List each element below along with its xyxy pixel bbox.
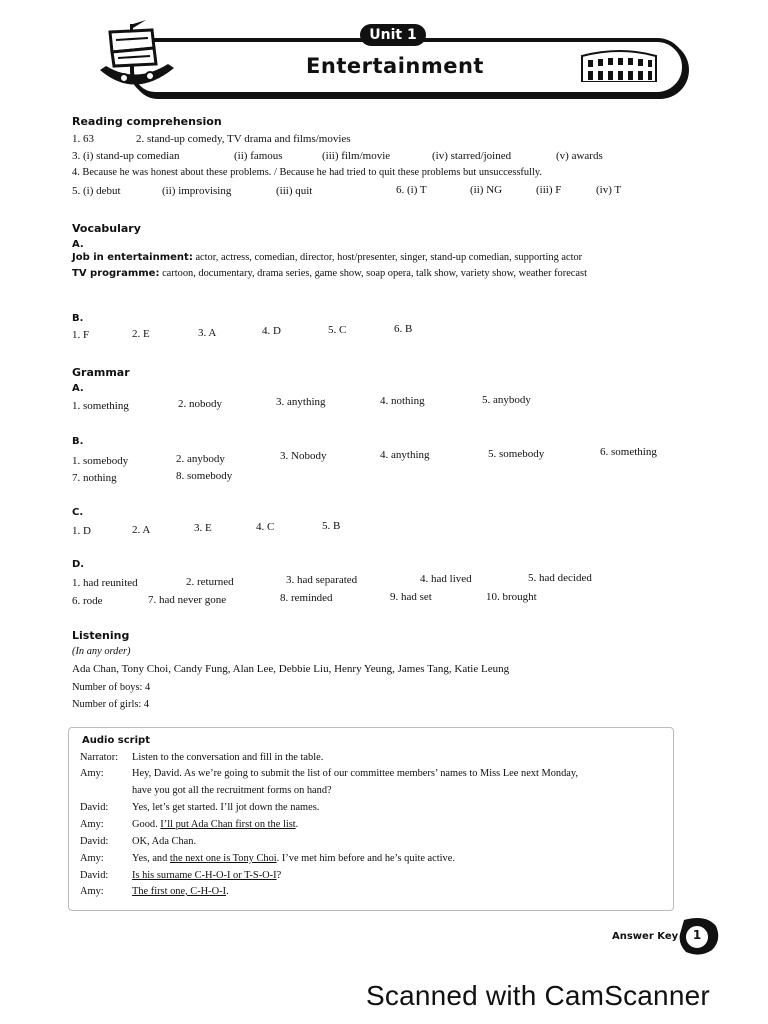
dialogue-text: .	[226, 886, 229, 897]
answer-key-label: Answer Key	[612, 931, 679, 942]
grammar-c-item: 5. B	[322, 520, 341, 532]
reading-line-3e: (v) awards	[556, 150, 603, 162]
grammar-b-item: 8. somebody	[176, 470, 233, 482]
reading-line-6c: (iii) F	[536, 184, 562, 196]
grammar-b-label: B.	[72, 436, 84, 447]
grammar-b-item: 1. somebody	[72, 455, 129, 467]
vocabulary-tv-line	[72, 268, 587, 279]
audio-script-line	[80, 836, 196, 847]
grammar-b-item: 2. anybody	[176, 453, 225, 465]
reading-line-3a: 3. (i) stand-up comedian	[72, 150, 180, 162]
dialogue-text: Good.	[132, 819, 161, 830]
unit-banner	[90, 18, 690, 100]
reading-line-5a: 5. (i) debut	[72, 185, 121, 197]
reading-line-6a: 6. (i) T	[396, 184, 427, 196]
grammar-c-label: C.	[72, 507, 84, 518]
grammar-a-label: A.	[72, 383, 84, 394]
dialogue-text: OK, Ada Chan.	[132, 836, 197, 847]
audio-script-heading: Audio script	[82, 735, 150, 746]
dialogue-text: have you got all the recruitment forms on hand?	[132, 785, 332, 796]
audio-script-line	[80, 752, 323, 763]
vocab-b-item: 6. B	[394, 323, 413, 335]
listening-names: Ada Chan, Tony Choi, Candy Fung, Alan Lee, Debbie Liu, Henry Yeung, James Tang, Katie Leung	[72, 663, 510, 675]
vocab-b-item: 1. F	[72, 329, 90, 341]
speaker-label: Amy:	[80, 886, 104, 897]
listening-note: (In any order)	[72, 646, 131, 657]
audio-script-line	[80, 785, 332, 796]
grammar-d-item: 5. had decided	[528, 572, 592, 584]
grammar-d-item: 4. had lived	[420, 573, 472, 585]
reading-heading: Reading comprehension	[72, 115, 222, 128]
job-label: Job in entertainment:	[72, 252, 193, 263]
reading-line-6d: (iv) T	[596, 184, 622, 196]
speaker-label: David:	[80, 802, 109, 813]
speaker-label: Amy:	[80, 768, 104, 779]
colosseum-icon	[580, 48, 658, 82]
grammar-d-item: 7. had never gone	[148, 594, 227, 606]
tv-label: TV programme:	[72, 268, 160, 279]
listening-heading: Listening	[72, 629, 130, 642]
vocabulary-heading: Vocabulary	[72, 222, 141, 235]
dialogue-text: the next one is Tony Choi	[169, 853, 277, 864]
vocabulary-b-label: B.	[72, 313, 84, 324]
grammar-d-item: 8. reminded	[280, 592, 333, 604]
audio-script-line	[80, 819, 298, 830]
grammar-b-item: 6. something	[600, 446, 657, 458]
reading-line-1a: 1. 63	[72, 133, 94, 145]
audio-script-line	[80, 802, 319, 813]
camscanner-watermark: Scanned with CamScanner	[366, 980, 710, 1011]
vocab-b-item: 3. A	[198, 327, 217, 339]
audio-script-line	[80, 886, 229, 897]
grammar-a-item: 4. nothing	[380, 395, 425, 407]
grammar-heading: Grammar	[72, 366, 130, 379]
dialogue-text: Yes, and	[132, 853, 170, 864]
vocab-b-item: 5. C	[328, 324, 347, 336]
listening-boys: Number of boys: 4	[72, 682, 151, 693]
grammar-a-item: 1. something	[72, 400, 129, 412]
vocabulary-a-label: A.	[72, 239, 84, 250]
reading-line-3d: (iv) starred/joined	[432, 150, 512, 162]
reading-line-5c: (iii) quit	[276, 185, 313, 197]
speaker-label: Amy:	[80, 853, 104, 864]
audio-script-line	[80, 853, 455, 864]
unit-badge: Unit 1	[360, 24, 426, 46]
grammar-a-item: 5. anybody	[482, 394, 531, 406]
grammar-d-item: 10. brought	[486, 591, 537, 603]
grammar-c-item: 1. D	[72, 525, 91, 537]
reading-line-1b: 2. stand-up comedy, TV drama and films/movies	[136, 133, 351, 145]
listening-girls: Number of girls: 4	[72, 699, 150, 710]
page-number: 1	[692, 928, 702, 942]
grammar-c-item: 2. A	[132, 524, 151, 536]
page-title: Entertainment	[306, 54, 484, 78]
grammar-b-item: 7. nothing	[72, 472, 117, 484]
job-text: actor, actress, comedian, director, host/presenter, singer, stand-up comedian, supporting actor	[192, 252, 583, 263]
grammar-d-item: 1. had reunited	[72, 577, 138, 589]
dialogue-text: . I’ve met him before and he’s quite active.	[276, 853, 455, 864]
speaker-label: David:	[80, 836, 109, 847]
dialogue-text: Listen to the conversation and fill in the table.	[132, 752, 324, 763]
vocab-b-item: 2. E	[132, 328, 150, 340]
grammar-c-item: 3. E	[194, 522, 212, 534]
dialogue-text: Yes, let’s get started. I’ll jot down the names.	[132, 802, 320, 813]
vocab-b-item: 4. D	[262, 325, 281, 337]
dialogue-text: The first one, C-H-O-I	[132, 886, 227, 897]
speaker-label: Narrator:	[80, 752, 119, 763]
grammar-b-item: 4. anything	[380, 449, 430, 461]
grammar-d-item: 6. rode	[72, 595, 103, 607]
grammar-d-item: 3. had separated	[286, 574, 358, 586]
audio-script-line	[80, 768, 578, 779]
speaker-label: Amy:	[80, 819, 104, 830]
grammar-d-label: D.	[72, 559, 85, 570]
dialogue-text: Hey, David. As we’re going to submit the list of our committee members’ names to Miss Lee next Monday,	[132, 768, 579, 779]
reading-line-5b: (ii) improvising	[162, 185, 232, 197]
dialogue-text: Is his surname C-H-O-I or T-S-O-I	[132, 870, 277, 881]
vocabulary-job-line	[72, 252, 582, 263]
grammar-d-item: 9. had set	[390, 591, 432, 603]
tv-text: cartoon, documentary, drama series, game show, soap opera, talk show, variety show, weather forecast	[159, 268, 587, 279]
reading-line-3b: (ii) famous	[234, 150, 283, 162]
grammar-b-item: 5. somebody	[488, 448, 545, 460]
reading-line-4: 4. Because he was honest about these problems. / Because he had tried to quit these problems but unsuccessfully.	[72, 167, 542, 178]
dialogue-text: ?	[276, 870, 282, 881]
dialogue-text: I’ll put Ada Chan first on the list	[160, 819, 296, 830]
grammar-a-item: 3. anything	[276, 396, 326, 408]
reading-line-6b: (ii) NG	[470, 184, 503, 196]
grammar-a-item: 2. nobody	[178, 398, 222, 410]
grammar-d-item: 2. returned	[186, 576, 234, 588]
pirate-ship-icon	[90, 18, 180, 100]
grammar-b-item: 3. Nobody	[280, 450, 327, 462]
grammar-c-item: 4. C	[256, 521, 275, 533]
audio-script-line	[80, 870, 281, 881]
speaker-label: David:	[80, 870, 109, 881]
dialogue-text: .	[295, 819, 299, 830]
page-number-badge	[676, 916, 720, 956]
reading-line-3c: (iii) film/movie	[322, 150, 391, 162]
